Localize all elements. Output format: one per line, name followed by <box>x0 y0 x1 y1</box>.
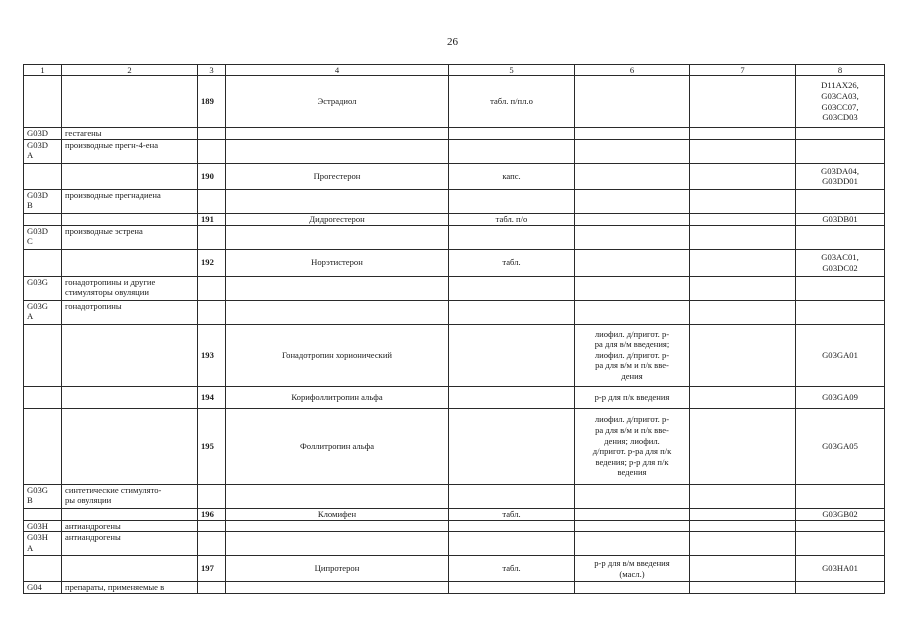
note-cell <box>690 532 796 556</box>
atc-codes-cell <box>796 582 885 594</box>
table-row <box>24 249 885 276</box>
atc-group-cell <box>62 163 198 189</box>
dosage-form-cell <box>449 582 575 594</box>
atc-codes-cell: D11AX26, G03CA03, G03CC07, G03CD03 <box>796 76 885 128</box>
atc-codes-cell: G03GA01 <box>796 324 885 386</box>
atc-group-cell: гестагены <box>62 128 198 140</box>
dosage-form-extra-cell: лиофил. д/пригот. р- ра для в/м и п/к вве- дения; лиофил. д/пригот. р-ра для п/к ведения; р-р для п/к ведения <box>575 408 690 484</box>
item-number-cell <box>198 532 226 556</box>
dosage-form-extra-cell <box>575 532 690 556</box>
atc-group-cell: антиандрогены <box>62 532 198 556</box>
dosage-form-extra-cell: р-р для п/к введения <box>575 386 690 408</box>
item-number-cell <box>198 484 226 508</box>
dosage-form-cell <box>449 128 575 140</box>
drug-name-cell: Кломифен <box>226 508 449 520</box>
note-cell <box>690 163 796 189</box>
atc-code-cell <box>24 163 62 189</box>
dosage-form-cell <box>449 189 575 213</box>
item-number-cell: 194 <box>198 386 226 408</box>
table-row <box>24 128 885 140</box>
dosage-form-extra-cell <box>575 139 690 163</box>
atc-code-cell: G03D <box>24 128 62 140</box>
atc-codes-cell <box>796 532 885 556</box>
dosage-form-cell <box>449 324 575 386</box>
item-number-cell: 191 <box>198 213 226 225</box>
dosage-form-extra-cell <box>575 76 690 128</box>
note-cell <box>690 408 796 484</box>
table-row <box>24 189 885 213</box>
drug-name-cell <box>226 300 449 324</box>
dosage-form-cell: табл. <box>449 556 575 582</box>
dosage-form-extra-cell <box>575 128 690 140</box>
atc-code-cell <box>24 556 62 582</box>
note-cell <box>690 213 796 225</box>
atc-code-cell: G03G A <box>24 300 62 324</box>
drug-name-cell <box>226 225 449 249</box>
dosage-form-extra-cell <box>575 213 690 225</box>
atc-group-cell: производные прегн-4-ена <box>62 139 198 163</box>
item-number-cell <box>198 276 226 300</box>
atc-code-cell: G04 <box>24 582 62 594</box>
note-cell <box>690 520 796 532</box>
item-number-cell <box>198 520 226 532</box>
atc-codes-cell <box>796 300 885 324</box>
atc-group-cell <box>62 324 198 386</box>
drug-name-cell <box>226 484 449 508</box>
dosage-form-cell <box>449 225 575 249</box>
table-row <box>24 163 885 189</box>
table-row <box>24 582 885 594</box>
column-header: 1 <box>24 65 62 76</box>
atc-group-cell: гонадотропины <box>62 300 198 324</box>
drug-name-cell: Эстрадиол <box>226 76 449 128</box>
drug-name-cell: Гонадотропин хорионический <box>226 324 449 386</box>
dosage-form-extra-cell: лиофил. д/пригот. р- ра для в/м введения; лиофил. д/пригот. р- ра для в/м и п/к вве- дения <box>575 324 690 386</box>
table-row <box>24 520 885 532</box>
dosage-form-extra-cell <box>575 189 690 213</box>
atc-code-cell <box>24 76 62 128</box>
column-header: 2 <box>62 65 198 76</box>
note-cell <box>690 300 796 324</box>
table-row <box>24 76 885 128</box>
table-row <box>24 300 885 324</box>
atc-code-cell <box>24 386 62 408</box>
drug-name-cell <box>226 128 449 140</box>
atc-codes-cell: G03HA01 <box>796 556 885 582</box>
atc-group-cell <box>62 386 198 408</box>
atc-group-cell: гонадотропины и другие стимуляторы овуляции <box>62 276 198 300</box>
item-number-cell <box>198 128 226 140</box>
drug-name-cell: Фоллитропин альфа <box>226 408 449 484</box>
column-header: 4 <box>226 65 449 76</box>
item-number-cell: 189 <box>198 76 226 128</box>
item-number-cell: 195 <box>198 408 226 484</box>
dosage-form-extra-cell <box>575 582 690 594</box>
note-cell <box>690 76 796 128</box>
atc-group-cell <box>62 408 198 484</box>
atc-code-cell <box>24 213 62 225</box>
drug-name-cell: Прогестерон <box>226 163 449 189</box>
item-number-cell: 196 <box>198 508 226 520</box>
table-row <box>24 276 885 300</box>
dosage-form-extra-cell: р-р для в/м введения (масл.) <box>575 556 690 582</box>
dosage-form-cell <box>449 532 575 556</box>
atc-code-cell <box>24 508 62 520</box>
dosage-form-cell <box>449 139 575 163</box>
drug-name-cell <box>226 276 449 300</box>
note-cell <box>690 484 796 508</box>
dosage-form-cell: табл. п/пл.о <box>449 76 575 128</box>
dosage-form-cell <box>449 386 575 408</box>
atc-group-cell: препараты, применяемые в <box>62 582 198 594</box>
dosage-form-extra-cell <box>575 225 690 249</box>
atc-codes-cell <box>796 484 885 508</box>
dosage-form-cell: табл. п/о <box>449 213 575 225</box>
column-header: 5 <box>449 65 575 76</box>
item-number-cell <box>198 225 226 249</box>
atc-code-cell: G03H A <box>24 532 62 556</box>
note-cell <box>690 556 796 582</box>
note-cell <box>690 139 796 163</box>
note-cell <box>690 508 796 520</box>
item-number-cell: 197 <box>198 556 226 582</box>
atc-group-cell: производные прегнадиена <box>62 189 198 213</box>
drug-name-cell <box>226 139 449 163</box>
table-row <box>24 484 885 508</box>
dosage-form-cell <box>449 276 575 300</box>
table-row <box>24 556 885 582</box>
dosage-form-extra-cell <box>575 249 690 276</box>
drug-name-cell: Дидрогестерон <box>226 213 449 225</box>
atc-codes-cell <box>796 128 885 140</box>
drug-name-cell <box>226 520 449 532</box>
atc-group-cell: производные эстрена <box>62 225 198 249</box>
item-number-cell <box>198 582 226 594</box>
atc-code-cell <box>24 408 62 484</box>
item-number-cell: 190 <box>198 163 226 189</box>
atc-codes-cell <box>796 520 885 532</box>
atc-codes-cell: G03GA09 <box>796 386 885 408</box>
note-cell <box>690 128 796 140</box>
dosage-form-cell: капс. <box>449 163 575 189</box>
dosage-form-extra-cell <box>575 520 690 532</box>
table-row <box>24 408 885 484</box>
dosage-form-extra-cell <box>575 484 690 508</box>
atc-code-cell: G03H <box>24 520 62 532</box>
dosage-form-cell <box>449 520 575 532</box>
dosage-form-cell <box>449 300 575 324</box>
item-number-cell <box>198 189 226 213</box>
atc-codes-cell: G03GB02 <box>796 508 885 520</box>
atc-codes-cell: G03DA04, G03DD01 <box>796 163 885 189</box>
dosage-form-extra-cell <box>575 300 690 324</box>
drug-name-cell <box>226 532 449 556</box>
item-number-cell: 193 <box>198 324 226 386</box>
atc-group-cell: антиандрогены <box>62 520 198 532</box>
item-number-cell <box>198 139 226 163</box>
atc-code-cell: G03D C <box>24 225 62 249</box>
atc-group-cell <box>62 76 198 128</box>
atc-codes-cell: G03AC01, G03DC02 <box>796 249 885 276</box>
atc-group-cell: синтетические стимулято- ры овуляции <box>62 484 198 508</box>
note-cell <box>690 225 796 249</box>
note-cell <box>690 324 796 386</box>
table-row <box>24 324 885 386</box>
note-cell <box>690 189 796 213</box>
drug-name-cell <box>226 582 449 594</box>
drug-name-cell: Корифоллитропин альфа <box>226 386 449 408</box>
column-header: 6 <box>575 65 690 76</box>
table-row <box>24 508 885 520</box>
atc-codes-cell <box>796 139 885 163</box>
note-cell <box>690 582 796 594</box>
item-number-cell: 192 <box>198 249 226 276</box>
atc-codes-cell: G03DB01 <box>796 213 885 225</box>
atc-codes-cell <box>796 225 885 249</box>
table-row <box>24 386 885 408</box>
atc-codes-cell <box>796 276 885 300</box>
atc-code-cell: G03D A <box>24 139 62 163</box>
table-row <box>24 139 885 163</box>
column-header: 8 <box>796 65 885 76</box>
atc-group-cell <box>62 508 198 520</box>
drug-name-cell: Норэтистерон <box>226 249 449 276</box>
atc-code-cell <box>24 324 62 386</box>
drug-name-cell: Ципротерон <box>226 556 449 582</box>
drug-name-cell <box>226 189 449 213</box>
column-header-row <box>24 65 885 76</box>
atc-group-cell <box>62 249 198 276</box>
dosage-form-cell <box>449 484 575 508</box>
column-header: 7 <box>690 65 796 76</box>
atc-group-cell <box>62 213 198 225</box>
dosage-form-extra-cell <box>575 276 690 300</box>
note-cell <box>690 386 796 408</box>
dosage-form-extra-cell <box>575 508 690 520</box>
atc-group-cell <box>62 556 198 582</box>
dosage-form-extra-cell <box>575 163 690 189</box>
dosage-form-cell: табл. <box>449 249 575 276</box>
column-header: 3 <box>198 65 226 76</box>
atc-code-cell <box>24 249 62 276</box>
atc-code-cell: G03G B <box>24 484 62 508</box>
atc-codes-cell: G03GA05 <box>796 408 885 484</box>
atc-codes-cell <box>796 189 885 213</box>
table-row <box>24 213 885 225</box>
dosage-form-cell <box>449 408 575 484</box>
atc-code-cell: G03D B <box>24 189 62 213</box>
note-cell <box>690 249 796 276</box>
page-number: 26 <box>447 36 458 48</box>
atc-code-cell: G03G <box>24 276 62 300</box>
note-cell <box>690 276 796 300</box>
item-number-cell <box>198 300 226 324</box>
table-row <box>24 532 885 556</box>
table-row <box>24 225 885 249</box>
drug-classification-table <box>23 64 885 594</box>
dosage-form-cell: табл. <box>449 508 575 520</box>
